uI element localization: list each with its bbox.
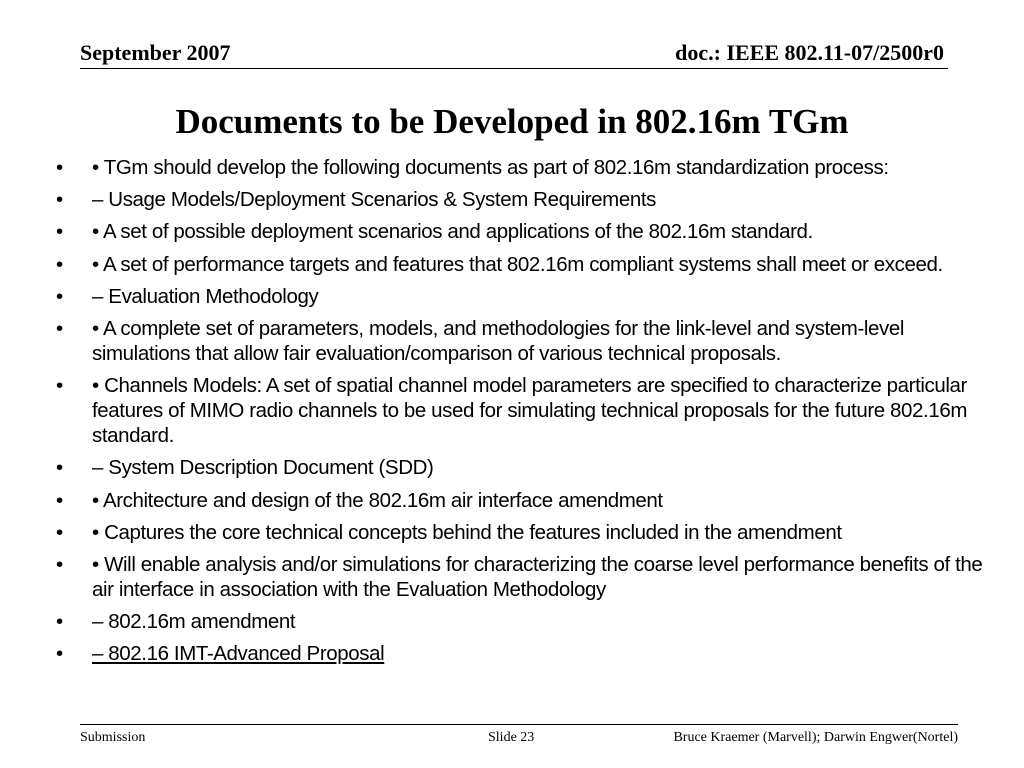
list-item <box>56 155 986 180</box>
bullet-text: – Evaluation Methodology <box>92 284 319 308</box>
list-item <box>56 187 986 212</box>
list-item <box>56 488 986 513</box>
bullet-dot: • <box>56 456 63 480</box>
list-item <box>56 641 986 666</box>
list-item <box>56 252 986 277</box>
bullet-text: – 802.16m amendment <box>92 610 296 634</box>
bullet-dot: • <box>56 610 63 634</box>
footer-slide-number: Slide 23 <box>488 730 535 745</box>
slide-title: Documents to be Developed in 802.16m TGm <box>175 102 849 141</box>
bullet-text: – Usage Models/Deployment Scenarios & System Requirements <box>92 188 656 212</box>
bullet-text: • A set of performance targets and features that 802.16m compliant systems shall meet or exceed. <box>92 252 943 276</box>
bullet-dot: • <box>56 188 63 212</box>
header-rule <box>80 68 948 69</box>
list-item <box>56 219 986 244</box>
bullet-text: • Channels Models: A set of spatial channel model parameters are specified to characterize particular features of MIMO radio channels to be used for simulating technical proposals for the future 802.16m standard. <box>92 374 968 448</box>
bullet-text: • TGm should develop the following documents as part of 802.16m standardization process: <box>92 156 889 179</box>
bullet-dot: • <box>56 316 63 340</box>
footer-authors: Bruce Kraemer (Marvell); Darwin Engwer(Nortel) <box>673 730 958 745</box>
bullet-text: – System Description Document (SDD) <box>92 456 434 480</box>
list-item <box>56 316 986 366</box>
footer-submission: Submission <box>80 730 146 745</box>
header-date: September 2007 <box>80 40 231 65</box>
bullet-text: • Will enable analysis and/or simulations for characterizing the coarse level performance benefits of the air interface in association with the Evaluation Methodology <box>92 552 983 601</box>
bullet-dot: • <box>56 284 63 308</box>
bullet-dot: • <box>56 252 63 276</box>
bullet-text: • A set of possible deployment scenarios and applications of the 802.16m standard. <box>92 220 813 244</box>
bullet-dot: • <box>56 156 63 179</box>
list-item <box>56 455 986 480</box>
list-item <box>56 609 986 634</box>
bullet-list <box>56 155 986 673</box>
footer-rule <box>80 724 958 725</box>
bullet-dot: • <box>56 642 63 666</box>
list-item <box>56 284 986 309</box>
list-item <box>56 520 986 545</box>
bullet-dot: • <box>56 374 63 398</box>
bullet-text: • Architecture and design of the 802.16m air interface amendment <box>92 488 663 512</box>
bullet-text: • A complete set of parameters, models, and methodologies for the link-level and system-level simulations that allow fair evaluation/comparison of various technical proposals. <box>92 316 905 365</box>
bullet-text: • Captures the core technical concepts behind the features included in the amendment <box>92 520 842 544</box>
bullet-dot: • <box>56 488 63 512</box>
bullet-dot: • <box>56 220 63 244</box>
list-item <box>56 552 986 602</box>
bullet-dot: • <box>56 520 63 544</box>
header-doc-id: doc.: IEEE 802.11-07/2500r0 <box>675 40 944 65</box>
bullet-dot: • <box>56 552 63 576</box>
list-item <box>56 373 986 448</box>
bullet-text: – 802.16 IMT-Advanced Proposal <box>92 642 385 666</box>
